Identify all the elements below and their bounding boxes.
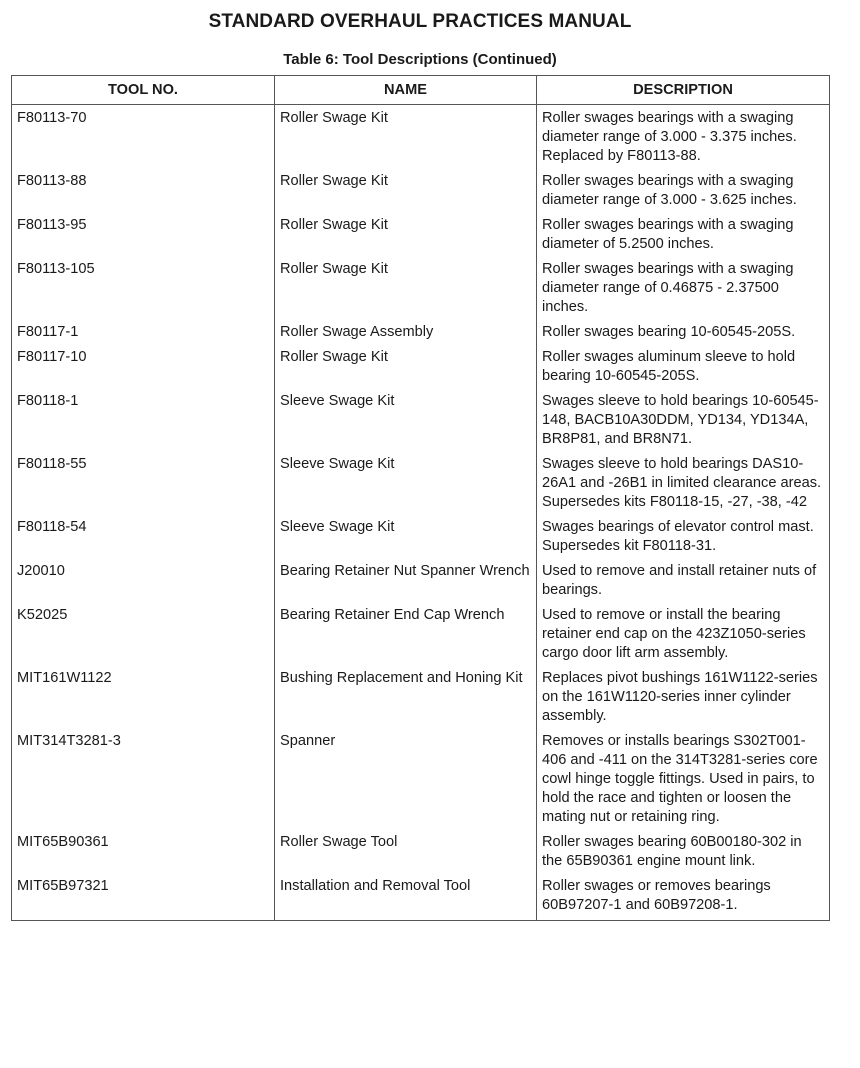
- document-title: STANDARD OVERHAUL PRACTICES MANUAL: [208, 11, 632, 32]
- tool-no-cell: MIT65B90361: [12, 832, 275, 876]
- tool-no-cell: K52025: [12, 605, 275, 668]
- description-cell: Roller swages bearings with a swaging diameter range of 0.46875 - 2.37500 inches.: [537, 259, 830, 322]
- name-cell: Sleeve Swage Kit: [275, 517, 537, 561]
- name-cell: Spanner: [275, 731, 537, 832]
- tool-no-cell: F80118-1: [12, 391, 275, 454]
- table-row: [12, 605, 830, 668]
- description-cell: Roller swages bearings with a swaging diameter range of 3.000 - 3.375 inches. Replaced by F80113-88.: [537, 105, 830, 172]
- description-cell: Roller swages aluminum sleeve to hold bearing 10-60545-205S.: [537, 347, 830, 391]
- name-cell: Bearing Retainer Nut Spanner Wrench: [275, 561, 537, 605]
- tool-no-cell: F80113-95: [12, 215, 275, 259]
- table-row: [12, 731, 830, 832]
- tool-no-cell: MIT65B97321: [12, 876, 275, 921]
- table-row: [12, 832, 830, 876]
- tool-no-cell: F80118-54: [12, 517, 275, 561]
- name-cell: Installation and Removal Tool: [275, 876, 537, 921]
- description-cell: Roller swages bearing 10-60545-205S.: [537, 322, 830, 347]
- tool-no-cell: F80117-1: [12, 322, 275, 347]
- table-row: [12, 259, 830, 322]
- name-cell: Sleeve Swage Kit: [275, 454, 537, 517]
- column-header-name: NAME: [275, 76, 537, 105]
- tool-no-cell: J20010: [12, 561, 275, 605]
- description-cell: Used to remove and install retainer nuts of bearings.: [537, 561, 830, 605]
- name-cell: Roller Swage Kit: [275, 215, 537, 259]
- name-cell: Sleeve Swage Kit: [275, 391, 537, 454]
- table-row: [12, 561, 830, 605]
- description-cell: Swages bearings of elevator control mast. Supersedes kit F80118-31.: [537, 517, 830, 561]
- description-cell: Replaces pivot bushings 161W1122-series on the 161W1120-series inner cylinder assembly.: [537, 668, 830, 731]
- table-row: [12, 391, 830, 454]
- name-cell: Roller Swage Kit: [275, 347, 537, 391]
- name-cell: Bearing Retainer End Cap Wrench: [275, 605, 537, 668]
- column-header-tool-no: TOOL NO.: [12, 76, 275, 105]
- name-cell: Roller Swage Tool: [275, 832, 537, 876]
- description-cell: Roller swages or removes bearings 60B97207-1 and 60B97208-1.: [537, 876, 830, 921]
- tool-no-cell: F80113-105: [12, 259, 275, 322]
- name-cell: Roller Swage Kit: [275, 171, 537, 215]
- tool-no-cell: F80113-88: [12, 171, 275, 215]
- name-cell: Bushing Replacement and Honing Kit: [275, 668, 537, 731]
- tool-no-cell: F80117-10: [12, 347, 275, 391]
- table-row: [12, 876, 830, 921]
- table-header-row: [12, 76, 830, 105]
- table-row: [12, 322, 830, 347]
- tool-no-cell: MIT314T3281-3: [12, 731, 275, 832]
- table-row: [12, 171, 830, 215]
- tool-no-cell: MIT161W1122: [12, 668, 275, 731]
- table-caption: Table 6: Tool Descriptions (Continued): [283, 51, 557, 68]
- description-cell: Used to remove or install the bearing retainer end cap on the 423Z1050-series cargo door lift arm assembly.: [537, 605, 830, 668]
- description-cell: Roller swages bearings with a swaging diameter of 5.2500 inches.: [537, 215, 830, 259]
- description-cell: Roller swages bearing 60B00180-302 in the 65B90361 engine mount link.: [537, 832, 830, 876]
- name-cell: Roller Swage Kit: [275, 105, 537, 172]
- table-row: [12, 105, 830, 172]
- name-cell: Roller Swage Kit: [275, 259, 537, 322]
- description-cell: Swages sleeve to hold bearings DAS10-26A1 and -26B1 in limited clearance areas. Supersedes kits F80118-15, -27, -38, -42: [537, 454, 830, 517]
- description-cell: Removes or installs bearings S302T001-406 and -411 on the 314T3281-series core cowl hinge toggle fittings. Used in pairs, to hold the race and tighten or loosen the mating nut or retaining ring.: [537, 731, 830, 832]
- description-cell: Roller swages bearings with a swaging diameter range of 3.000 - 3.625 inches.: [537, 171, 830, 215]
- name-cell: Roller Swage Assembly: [275, 322, 537, 347]
- table-row: [12, 454, 830, 517]
- table-row: [12, 347, 830, 391]
- tool-no-cell: F80118-55: [12, 454, 275, 517]
- table-row: [12, 668, 830, 731]
- table-row: [12, 215, 830, 259]
- column-header-description: DESCRIPTION: [537, 76, 830, 105]
- tool-no-cell: F80113-70: [12, 105, 275, 172]
- table-row: [12, 517, 830, 561]
- tool-descriptions-table: [11, 75, 830, 921]
- description-cell: Swages sleeve to hold bearings 10-60545-148, BACB10A30DDM, YD134, YD134A, BR8P81, and BR8N71.: [537, 391, 830, 454]
